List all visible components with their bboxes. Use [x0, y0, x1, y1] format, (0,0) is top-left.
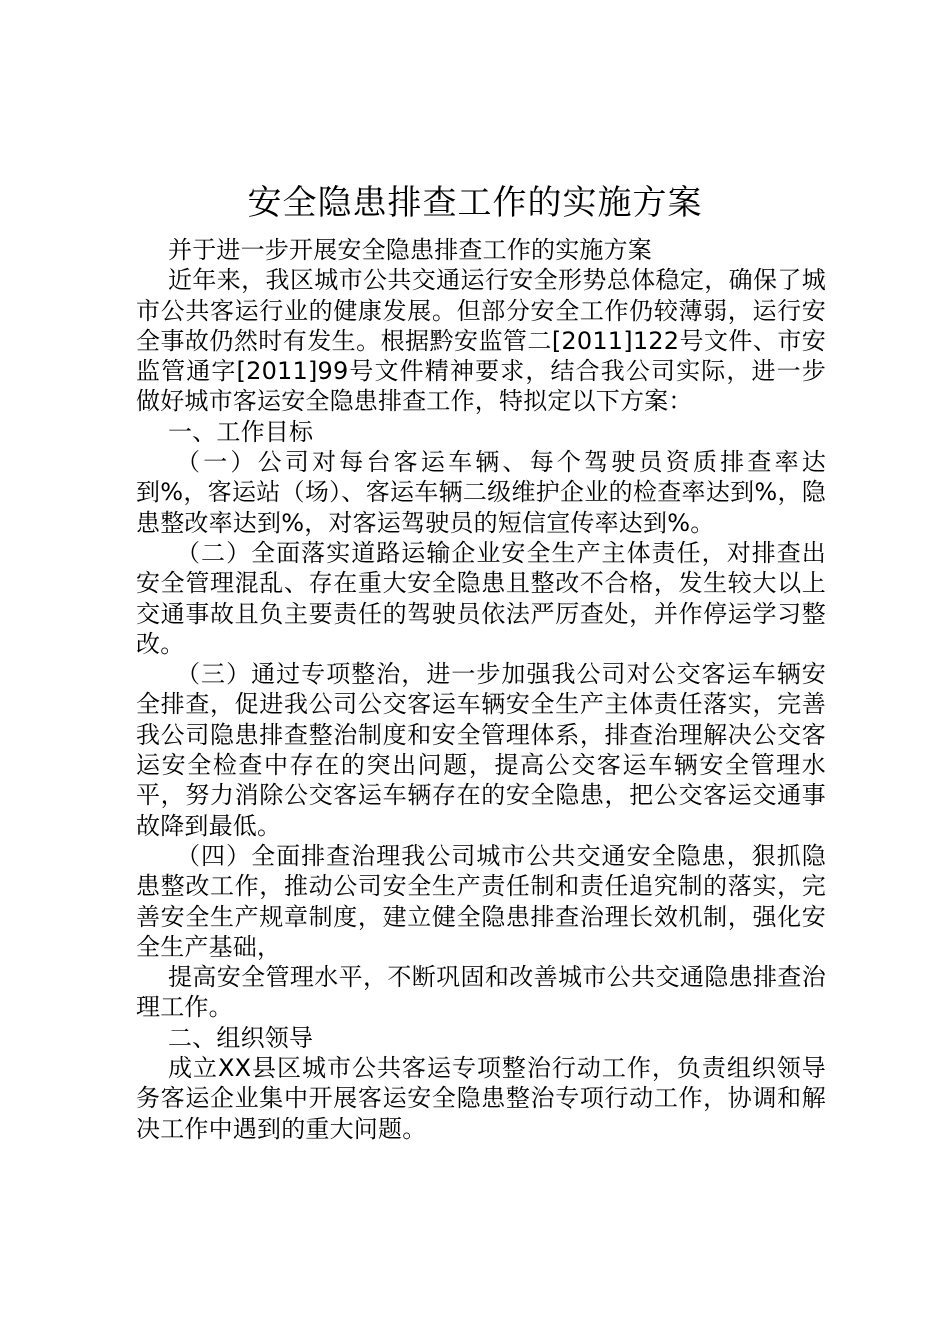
goal-item-2: （二）全面落实道路运输企业安全生产主体责任，对排查出安全管理混乱、存在重大安全隐患且整改不合格，发生较大以上交通事故且负主要责任的驾驶员依法严厉查处，并作停运学习整改。 [136, 538, 826, 658]
paragraph-background: 近年来，我区城市公共交通运行安全形势总体稳定，确保了城市公共客运行业的健康发展。但部分安全工作仍较薄弱，运行安全事故仍然时有发生。根据黔安监管二[2011]122号文件、市安监管通字[2011]99号文件精神要求，结合我公司实际，进一步做好城市客运安全隐患排查工作，特拟定以下方案： [136, 266, 826, 416]
paragraph-subtitle: 并于进一步开展安全隐患排查工作的实施方案 [168, 236, 652, 264]
section-heading-organization: 二、组织领导 [168, 1023, 314, 1052]
goal-item-3: （三）通过专项整治，进一步加强我公司对公交客运车辆安全排查，促进我公司公交客运车辆安全生产主体责任落实，完善我公司隐患排查整治制度和安全管理体系，排查治理解决公交客运安全检查中存在的突出问题，提高公交客运车辆安全管理水平，努力消除公交客运车辆存在的安全隐患，把公交客运交通事故降到最低。 [136, 660, 826, 840]
goal-item-4: （四）全面排查治理我公司城市公共交通安全隐患，狠抓隐患整改工作，推动公司安全生产责任制和责任追究制的落实，完善安全生产规章制度，建立健全隐患排查治理长效机制，强化安全生产基础， [136, 841, 826, 961]
document-body [136, 235, 826, 1144]
goal-item-1: （一）公司对每台客运车辆、每个驾驶员资质排查率达到%，客运站（场）、客运车辆二级维护企业的检查率达到%，隐患整改率达到%，对客运驾驶员的短信宣传率达到%。 [136, 448, 826, 537]
document-title: 安全隐患排查工作的实施方案 [247, 183, 703, 223]
section-heading-goals: 一、工作目标 [168, 417, 314, 446]
paragraph-organization: 成立XX县区城市公共客运专项整治行动工作，负责组织领导务客运企业集中开展客运安全隐患整治专项行动工作，协调和解决工作中遇到的重大问题。 [136, 1054, 826, 1143]
goal-item-4-continued: 提高安全管理水平，不断巩固和改善城市公共交通隐患排查治理工作。 [136, 963, 826, 1022]
